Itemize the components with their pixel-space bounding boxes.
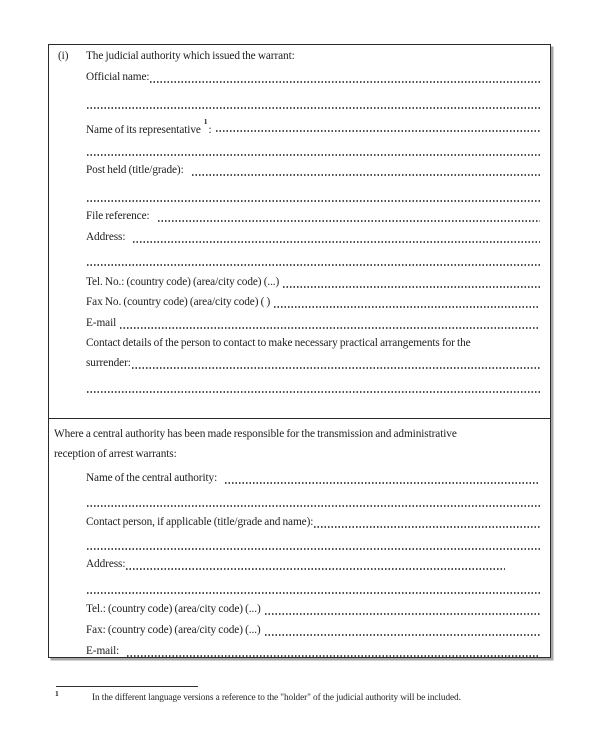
field-file-reference [49,208,550,224]
contact-details-text: Contact details of the person to contact to make necessary practical arrangements for the [86,337,471,349]
field-representative [49,118,550,134]
dotted-line [87,580,540,596]
representative-label: Name of its representative$^1$: [86,117,212,136]
address2-label: Address: [86,558,126,570]
file-reference-label: File reference: [86,210,150,222]
dotted-line [87,536,540,552]
footnote-separator-rule [56,686,198,687]
representative-continuation [49,142,550,158]
fax2-label: Fax: (country code) (area/city code) (...) [86,624,261,636]
field-contact-person [49,514,550,530]
dotted-line [87,142,540,158]
field-post-held [49,162,550,178]
surrender-dotted-line [132,355,540,371]
central-authority-dotted-line [225,470,540,486]
footnote-reference-1: 1 [203,117,208,126]
field-fax-s2 [49,622,550,638]
email-dotted-line [120,315,540,331]
file-reference-dotted-line [158,208,540,224]
address2-continuation [49,580,550,596]
warrant-form-box [48,44,551,658]
fax-label: Fax No. (country code) (area/city code) ( ) [86,296,271,308]
dotted-line [87,95,540,111]
field-fax-s1 [49,294,550,310]
official-name-continuation [49,95,550,111]
contact-details-line1 [49,335,550,351]
field-tel-s1 [49,274,550,290]
field-surrender [49,355,550,371]
address-dotted-line [133,229,540,245]
field-tel-s2 [49,601,550,617]
section2-intro-line1 [49,426,550,442]
contact-person-label: Contact person, if applicable (title/grade and name): [86,516,314,528]
surrender-label: surrender: [86,357,131,369]
official-name-label: Official name: [86,71,150,83]
dotted-line [87,188,540,204]
section1-heading-row [49,48,550,64]
dotted-line [87,493,540,509]
fax2-dotted-line [265,622,540,638]
surrender-continuation [49,379,550,395]
footnote-text: In the different language versions a reference to the "holder" of the judicial authority will be included. [92,693,461,703]
field-address-s2 [49,556,550,572]
field-address-s1 [49,229,550,245]
address2-dotted-line [126,556,505,572]
contact-person-continuation [49,536,550,552]
central-authority-continuation [49,493,550,509]
dotted-line [87,379,540,395]
address-label: Address: [86,231,126,243]
section-divider [49,418,550,419]
address-continuation [49,252,550,268]
footnote-marker: 1 [55,689,59,698]
post-held-continuation [49,188,550,204]
tel2-dotted-line [265,601,540,617]
email2-label: E-mail: [86,645,120,657]
official-name-dotted-line [150,69,540,85]
section1-heading: The judicial authority which issued the warrant: [86,50,295,62]
representative-dotted-line [216,118,540,134]
dotted-line [87,252,540,268]
email-label: E-mail [86,317,117,329]
section1-item-marker: (i) [58,50,69,62]
tel2-label: Tel.: (country code) (area/city code) (...) [86,603,261,615]
field-email-s2 [49,643,550,659]
tel-label: Tel. No.: (country code) (area/city code) (...) [86,276,280,288]
field-official-name [49,69,550,85]
section2-intro-line2 [49,446,550,462]
fax-dotted-line [274,294,540,310]
central-authority-label: Name of the central authority: [86,472,218,484]
contact-person-dotted-line [314,514,540,530]
field-email-s1 [49,315,550,331]
section2-intro-text1: Where a central authority has been made responsible for the transmission and administrative [54,428,457,440]
post-held-label: Post held (title/grade): [86,164,184,176]
field-central-authority [49,470,550,486]
email2-dotted-line [127,643,540,659]
post-held-dotted-line [192,162,540,178]
tel-dotted-line [283,274,540,290]
section2-intro-text2: reception of arrest warrants: [54,448,177,460]
